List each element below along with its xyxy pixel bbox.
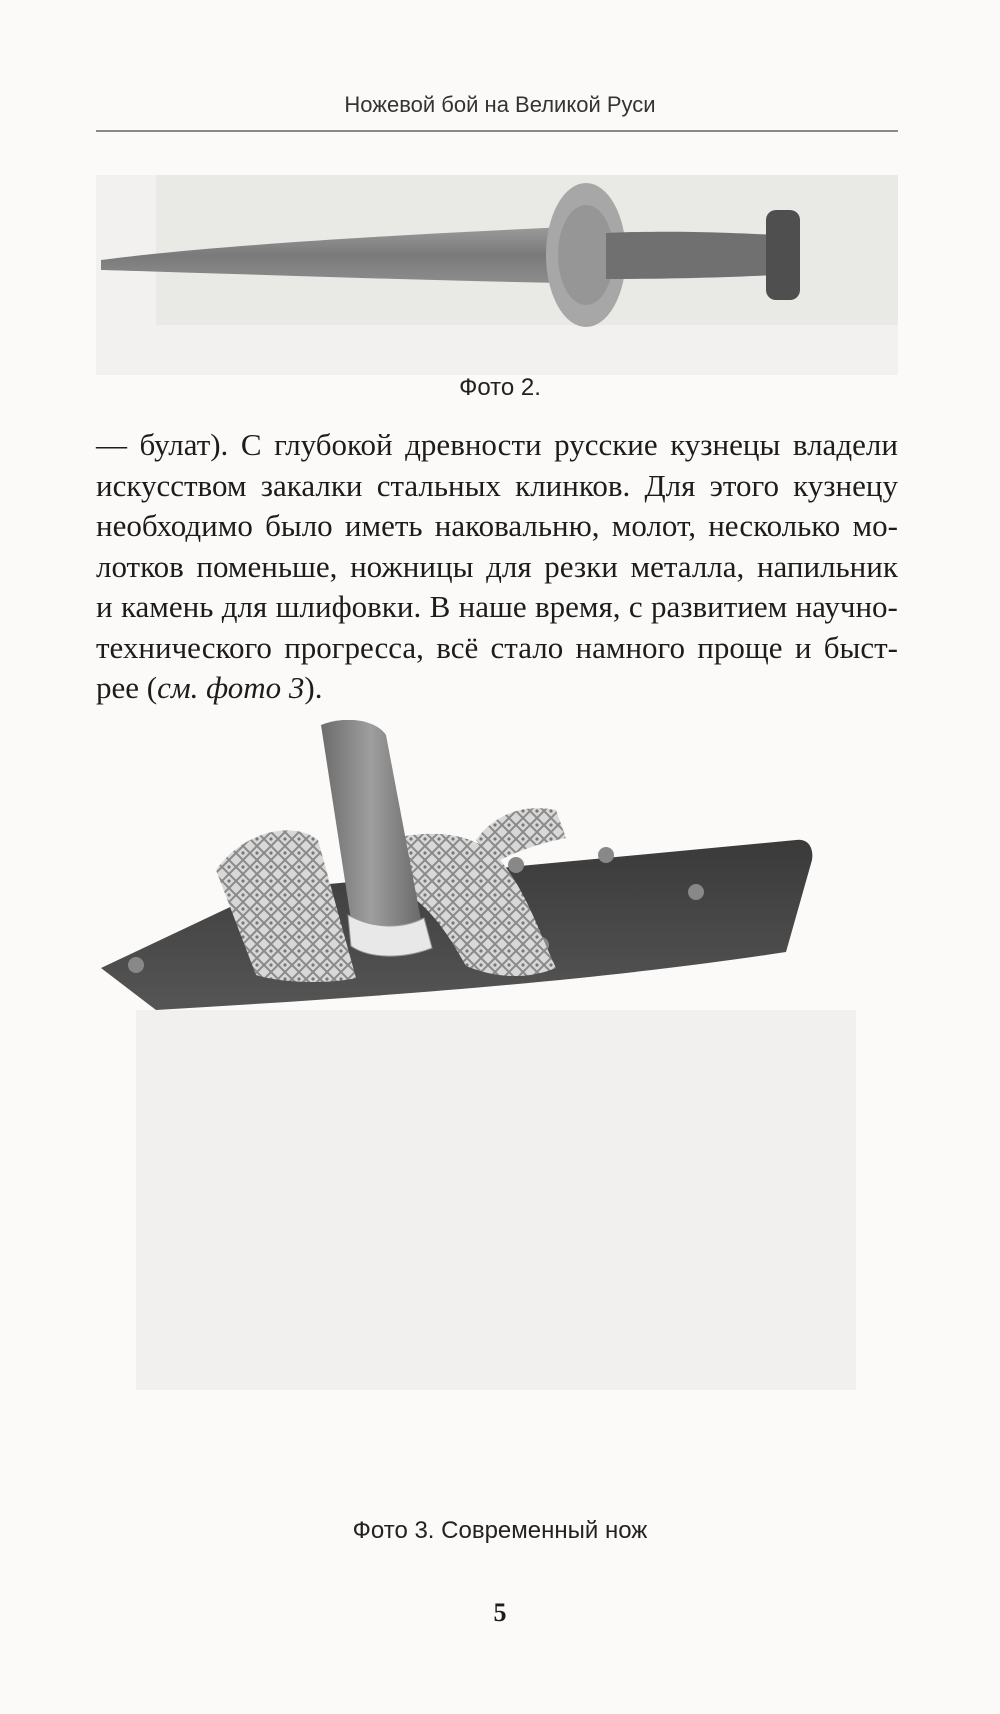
header-rule (96, 130, 898, 132)
running-header: Ножевой бой на Великой Руси (344, 92, 656, 117)
body-paragraph (96, 425, 898, 709)
body-line: и камень для шлифовки. В наше время, с развитием научно- (96, 589, 898, 624)
photo-3-caption: Фото 3. Современный нож (352, 1517, 648, 1544)
photo-2-caption: Фото 2. (459, 374, 541, 401)
body-last-end: ). (304, 670, 323, 705)
body-line: необходимо было иметь наковальню, молот, несколько мо- (96, 508, 898, 543)
body-line: — булат). С глубокой древности русские кузнецы владели (96, 427, 898, 462)
photo-reference: см. фото 3 (157, 670, 305, 705)
body-line: искусством закалки стальных клинков. Для этого кузнецу (96, 467, 898, 503)
body-line-last (96, 668, 898, 709)
body-line: лотков поменьше, ножницы для резки металла, напильник (96, 548, 898, 584)
body-line: технического прогресса, всё стало намного проще и быст- (96, 629, 898, 665)
page-number: 5 (493, 1598, 507, 1627)
photo-2-dagger (96, 175, 898, 375)
body-last-start: рее ( (96, 670, 158, 705)
photo-3-modern-knife (96, 720, 898, 1480)
